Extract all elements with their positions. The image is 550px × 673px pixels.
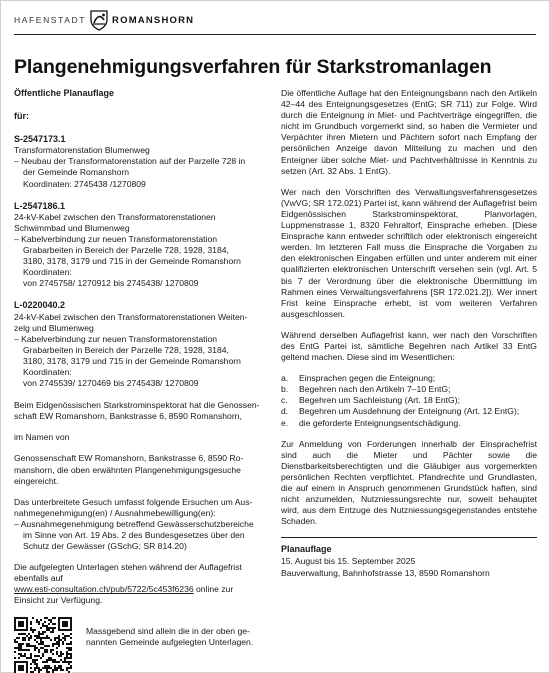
project-id: L-0220040.2 <box>14 300 66 311</box>
page-title: Plangenehmigungsverfahren für Starkstromanlagen <box>14 56 492 78</box>
text-line: Das unterbreitete Gesuch umfasst folgende Ersuchen um Aus- <box>14 496 253 507</box>
text-line: schaft EW Romanshorn, Bankstrasse 6, 8590 Romanshorn, <box>14 411 242 422</box>
consultation-link[interactable]: www.esti-consultation.ch/pub/5722/5c453f6236 <box>14 584 194 595</box>
paragraph-begehren: Während derselben Auflagefrist kann, wer nach den Vorschriften des EntG Partei ist, sämtliche Begehren nach Artikel 33 EntG geltend machen. Diese sind im Wesentlichen: <box>281 329 537 363</box>
list-item <box>281 418 537 429</box>
list-text: die geforderte Enteignungsentschädigung. <box>299 417 461 428</box>
list-letter: a. <box>281 373 289 384</box>
brand-right: ROMANSHORN <box>112 14 195 26</box>
paragraph-inspektorat <box>14 400 269 422</box>
list-text: Begehren nach den Artikeln 7–10 EntG; <box>299 384 451 395</box>
romanshorn-crest-icon <box>89 9 109 31</box>
paragraph-forderungen: Zur Anmeldung von Forderungen innerhalb der Einsprachefrist sind auch die Mieter und Pächter sowie die Dienstbarkeitsberechtigten und die Gläubiger aus vorgemerkten persönlichen Rechten verpflichtet. Pfandrechte und Grundlasten, die auf einem in Anspruch genommenen Grundstück haften, sind nicht anzumelden, Nutzniessungsrechte nur, soweit behauptet wird, aus dem Entzuge des Nutzniessungsgegenstandes entstehe Schaden. <box>281 438 537 527</box>
text-line: Genossenschaft EW Romanshorn, Bankstrasse 6, 8590 Ro- <box>14 453 244 464</box>
planauflage-place: Bauverwaltung, Bahnhofstrasse 13, 8590 Romanshorn <box>281 567 490 578</box>
project-bullet-line: der Gemeinde Romanshorn <box>23 167 130 178</box>
planauflage-dates: 15. August bis 15. September 2025 <box>281 556 416 567</box>
project-line: zelg und Blumenweg <box>14 322 94 333</box>
text-line: – Ausnahmegenehmigung betreffend Gewässerschutzbereiche <box>14 518 254 529</box>
text-line: Schutz der Gewässer (GSchG; SR 814.20) <box>23 541 187 552</box>
paragraph-gesuch <box>14 497 269 552</box>
qr-section <box>14 617 269 673</box>
list-item <box>281 406 537 417</box>
paragraph-einsprache: Wer nach den Vorschriften des Verwaltungsverfahrensgesetzes (VwVG; SR 172.021) Partei ist, kann während der Auflagefrist beim Eidgenössischen Starkstrominspektorat, Planvorlagen, Luppmenstrasse 1, 8320 Fehraltorf, Einsprache erheben. [Diese Einsprache kann entweder schriftlich oder elektronisch eingereicht werden. Im letzteren Fall muss die Einsprache die Vorgaben zu den elektronischen Eingaben erfüllen und unter anderem mit einer qualifizierten elektronischen Unterschrift versehen sein (vgl. Art. 5 bis 7 der Verordnung über die elektronische Übermittlung im Rahmen eines Verwaltungsverfahrens [SR 172.021.2]). Wer innert Frist keine Einsprache erhebt, ist vom weiteren Verfahren ausgeschlossen. <box>281 186 537 319</box>
list-item <box>281 373 537 384</box>
project-bullet-line: Grabarbeiten in Bereich der Parzelle 728, 1928, 3184, <box>23 344 229 355</box>
text-line: manshorn, die oben erwähnten Plangenehmigungsgesuche <box>14 464 241 475</box>
list-item <box>281 384 537 395</box>
project-coordinates: von 2745758/ 1270912 bis 2745438/ 1270809 <box>23 278 199 289</box>
project-line: Transformatorenstation Blumenweg <box>14 145 150 156</box>
section-divider <box>281 537 537 538</box>
subtitle: Öffentliche Planauflage <box>14 88 115 98</box>
consultation-link-line <box>14 584 269 595</box>
paragraph-unterlagen <box>14 562 269 606</box>
masthead <box>14 6 194 34</box>
project-coordinates-label: Koordinaten: <box>23 267 72 278</box>
list-letter: b. <box>281 384 289 395</box>
right-column <box>281 88 537 579</box>
text-line: nannten Gemeinde aufgelegten Unterlagen. <box>86 636 254 647</box>
project-line: 24-kV-Kabel zwischen den Transformatorenstationen <box>14 211 216 222</box>
list-text: Begehren um Ausdehnung der Enteignung (Art. 12 EntG); <box>299 406 520 417</box>
text-line: im Namen von <box>14 432 70 443</box>
link-suffix: online zur <box>193 584 234 595</box>
project-coordinates-label: Koordinaten: <box>23 366 72 377</box>
begehren-list <box>281 373 537 428</box>
project-block <box>14 201 269 290</box>
project-id: L-2547186.1 <box>14 200 66 211</box>
project-id: S-2547173.1 <box>14 134 66 145</box>
list-text: Begehren um Sachleistung (Art. 18 EntG); <box>299 395 460 406</box>
list-letter: e. <box>281 417 289 428</box>
project-bullet-line: – Kabelverbindung zur neuen Transformatorenstation <box>14 333 218 344</box>
project-block <box>14 300 269 389</box>
brand-left: HAFENSTADT <box>14 15 87 25</box>
paragraph-enteignungsbann: Die öffentliche Auflage hat den Enteignungsbann nach den Artikeln 42–44 des Enteignungsgesetzes (EntG; SR 711) zur Folge. Wird durch die Enteignung in Miet- und Pachtverträge eingegriffen, die nicht im Grundbuch vorgemerkt sind, so haben die Vermieter und Verpächter ihren Mietern und Pächtern sofort nach Empfang der persönlichen Anzeige davon Mitteilung zu machen und den Enteigner über solche Miet- und Pachtverhältnisse in Kenntnis zu setzen (Art. 32 Abs. 1 EntG). <box>281 88 537 176</box>
text-line: nahmegenehmigung(en) / Ausnahmebewilligung(en): <box>14 507 216 518</box>
qr-code-icon[interactable] <box>14 617 72 673</box>
project-bullet-line: Grabarbeiten in Bereich der Parzelle 728, 1928, 3184, <box>23 245 229 256</box>
text-line: Die aufgelegten Unterlagen stehen während der Auflagefrist <box>14 562 242 573</box>
list-letter: d. <box>281 406 289 417</box>
text-line: eingereicht. <box>14 475 59 486</box>
project-bullet-line: – Kabelverbindung zur neuen Transformatorenstation <box>14 233 218 244</box>
for-label: für: <box>14 111 29 122</box>
qr-caption <box>86 626 253 648</box>
project-coordinates: Koordinaten: 2745438 /1270809 <box>23 178 146 189</box>
list-text: Einsprachen gegen die Enteignung; <box>299 373 436 384</box>
header-rule <box>14 34 536 35</box>
list-item <box>281 395 537 406</box>
left-column <box>14 88 269 673</box>
project-bullet-line: – Neubau der Transformatorenstation auf der Parzelle 728 in <box>14 156 246 167</box>
project-bullet-line: 3180, 3178, 3179 und 715 in der Gemeinde Romanshorn <box>23 256 241 267</box>
text-line: Einsicht zur Verfügung. <box>14 595 103 606</box>
project-line: 24-kV-Kabel zwischen den Transformatorenstationen Weiten- <box>14 311 248 322</box>
text-line: im Sinne von Art. 19 Abs. 2 des Bundesgesetzes über den <box>23 530 245 540</box>
paragraph-genossenschaft <box>14 453 269 486</box>
text-line: Massgebend sind allein die in der oben ge- <box>86 625 250 636</box>
project-line: Schwimmbad und Blumenweg <box>14 222 130 233</box>
paragraph-namen <box>14 432 269 443</box>
project-block <box>14 134 269 189</box>
list-letter: c. <box>281 395 288 406</box>
project-bullet-line: 3180, 3178, 3179 und 715 in der Gemeinde Romanshorn <box>23 355 241 366</box>
planauflage-title: Planauflage <box>281 544 332 555</box>
project-coordinates: von 2745539/ 1270469 bis 2745438/ 1270809 <box>23 378 199 389</box>
text-line: Beim Eidgenössischen Starkstrominspektorat hat die Genossen- <box>14 400 260 411</box>
text-line: ebenfalls auf <box>14 573 63 584</box>
